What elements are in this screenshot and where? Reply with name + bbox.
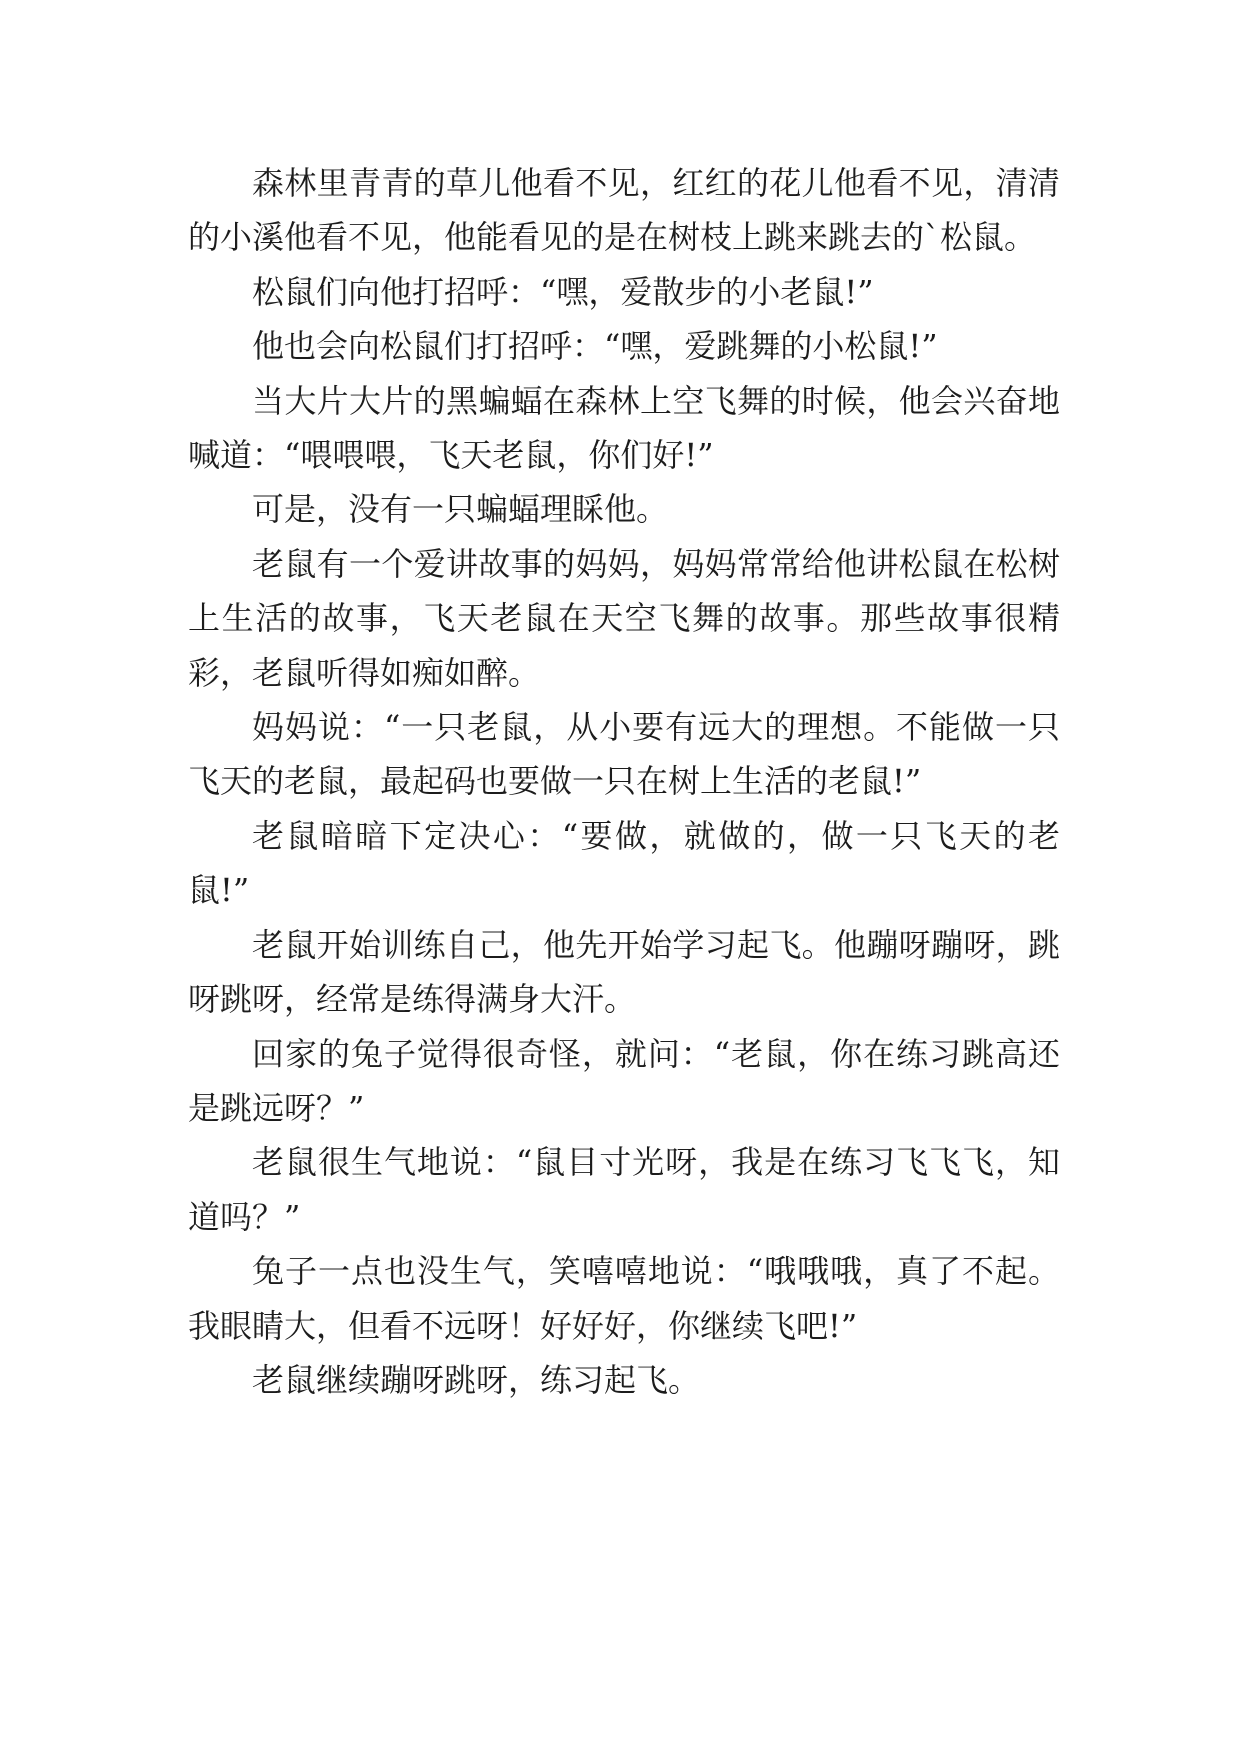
paragraph: 森林里青青的草儿他看不见，红红的花儿他看不见，清清的小溪他看不见，他能看见的是在树枝上跳来跳去的`松鼠。 [188, 164, 1060, 257]
paragraph: 老鼠有一个爱讲故事的妈妈，妈妈常常给他讲松鼠在松树上生活的故事，飞天老鼠在天空飞舞的故事。那些故事很精彩，老鼠听得如痴如醉。 [188, 544, 1060, 692]
paragraph: 妈妈说：“一只老鼠，从小要有远大的理想。不能做一只飞天的老鼠，最起码也要做一只在树上生活的老鼠!” [188, 708, 1060, 801]
paragraph: 老鼠很生气地说：“鼠目寸光呀，我是在练习飞飞飞，知道吗？” [188, 1143, 1060, 1236]
paragraph: 老鼠继续蹦呀跳呀，练习起飞。 [252, 1360, 701, 1399]
paragraph: 老鼠开始训练自己，他先开始学习起飞。他蹦呀蹦呀，跳呀跳呀，经常是练得满身大汗。 [188, 925, 1060, 1019]
paragraph: 老鼠暗暗下定决心：“要做，就做的，做一只飞天的老鼠!” [188, 816, 1060, 910]
paragraph: 回家的兔子觉得很奇怪，就问：“老鼠，你在练习跳高还是跳远呀？” [188, 1034, 1060, 1127]
paragraph: 兔子一点也没生气，笑嘻嘻地说：“哦哦哦，真了不起。我眼睛大，但看不远呀！好好好，你继续飞吧!” [188, 1252, 1060, 1345]
paragraph: 松鼠们向他打招呼：“嘿，爱散步的小老鼠!” [252, 272, 874, 311]
paragraph: 他也会向松鼠们打招呼：“嘿，爱跳舞的小松鼠!” [252, 327, 938, 366]
paragraph: 当大片大片的黑蝙蝠在森林上空飞舞的时候，他会兴奋地喊道：“喂喂喂，飞天老鼠，你们好!” [188, 381, 1060, 475]
paragraph: 可是，没有一只蝙蝠理睬他。 [252, 490, 669, 529]
document-page [188, 156, 1060, 1407]
